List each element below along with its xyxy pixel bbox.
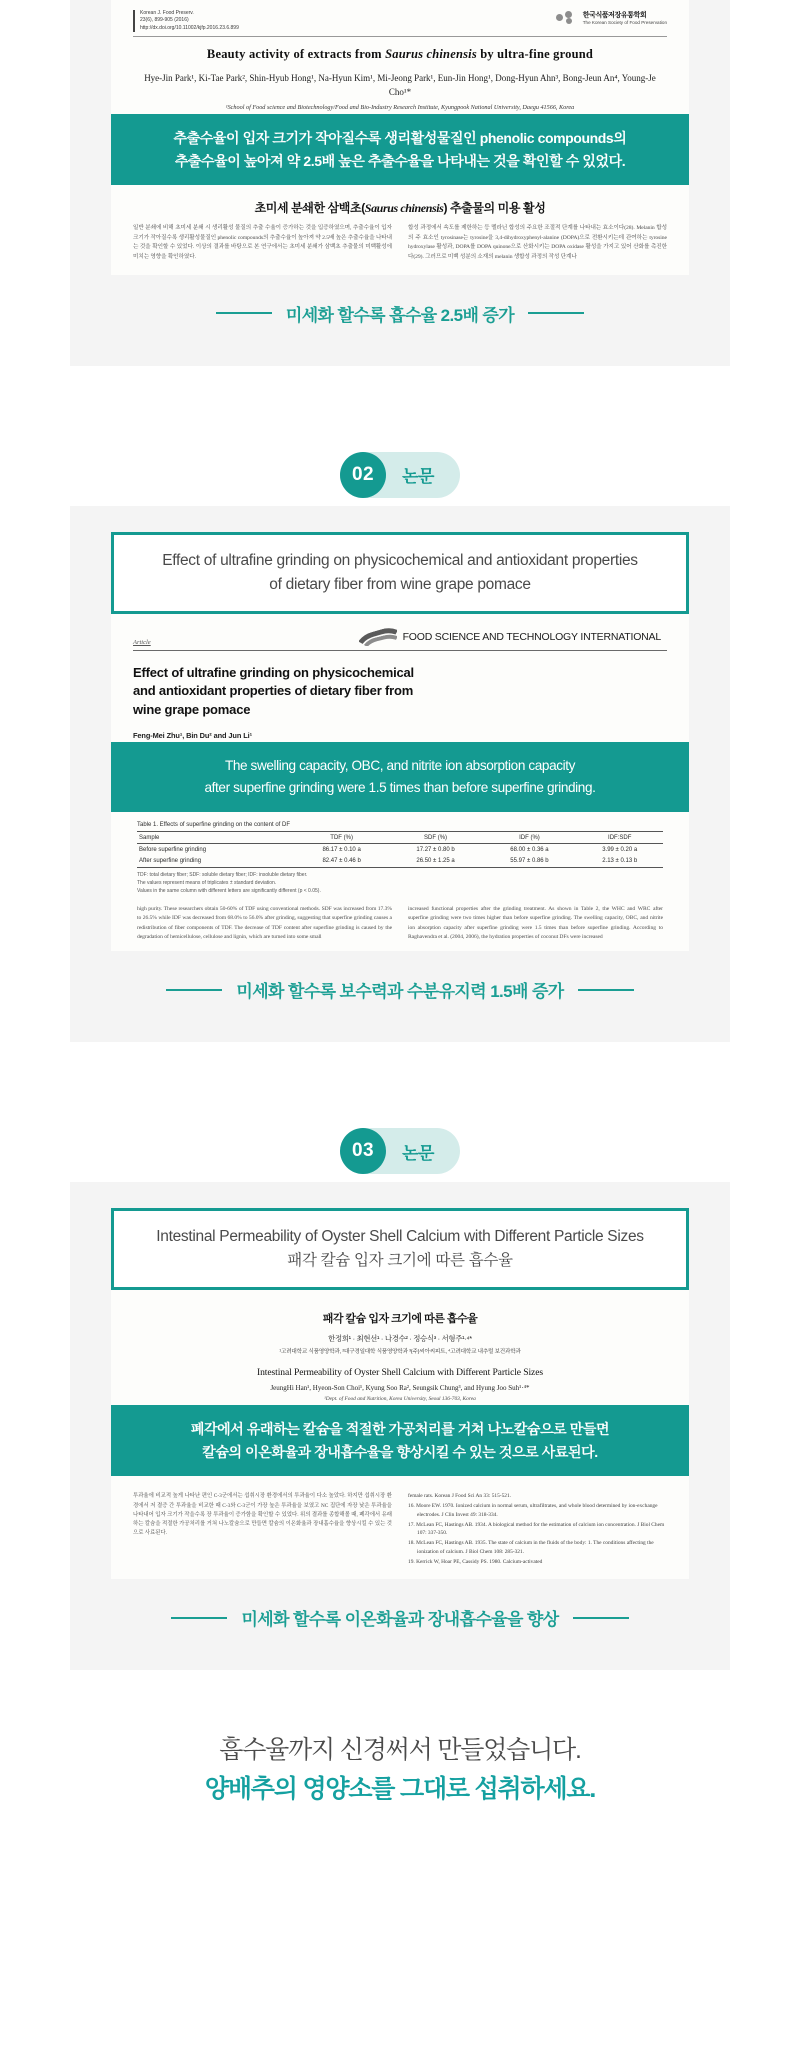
footer-line-2: 양배추의 영양소를 그대로 섭취하세요. [204,1774,596,1803]
th-sample: Sample [139,834,160,841]
paper-card-03 [70,1182,730,1670]
society-name-en: The Korean Society of Food Preservation [582,20,667,25]
paper-body-left-02 [137,905,392,943]
ko-paper-title-03: 패각 칼슘 입자 크기에 따른 흡수율 [322,1313,478,1326]
species-name-italic: Saurus chinensis [385,46,477,61]
cell-idf: 68.00 ± 0.36 a [510,846,549,853]
table-note-2: The values represent means of triplicates ± standard deviation. [137,879,277,886]
ko-title-pre: 초미세 분쇄한 삼백초( [254,201,365,216]
table-head [137,832,663,844]
paper-scan-03 [111,1290,689,1415]
paper-card-01 [70,0,730,366]
highlight-quote-03 [111,1405,689,1476]
caption-text-02: 미세화 할수록 보수력과 수분유지력 1.5배 증가 [236,982,564,1002]
journal-citation-doi: http://dx.doi.org/10.11002/kjfp.2016.23.6.899 [140,24,239,31]
table-header-row [137,832,663,844]
body-text-left: high purity. These researchers obtain 50-60% of TDF using conventional methods. SDF was increased from 17.3% to 26.5% while IDF was decreased from 68.0% to 56.0% after grinding, suggesting that superfine grinding causes a redistribution of fiber components of TDF. The decrease of TDF content after superfine grinding is caused by the degradation of hemicellulose, cellulose and lignin, which are turned into some small [137,905,392,941]
molecule-icon [556,11,578,24]
title-box-line-2: of dietary fiber from wine grape pomace [269,575,531,593]
th-sdf: SDF (%) [424,834,448,841]
en-paper-affil-03: ¹Dept. of Food and Nutrition, Korea University, Seoul 136-703, Korea [324,1396,476,1402]
th-idf-sdf: IDF:SDF [608,834,632,841]
section-caption-01 [70,301,730,326]
journal-citation-line-2: 23(6), 899-905 (2016) [140,17,189,24]
cell-ratio: 2.13 ± 0.13 b [602,858,638,864]
spacer-1 [0,366,800,444]
paper-scan-03-body [111,1476,689,1579]
quote-03-line-1: 폐각에서 유래하는 칼슘을 적절한 가공처리를 거쳐 나노칼슘으로 만들면 [190,1421,610,1438]
paper-scan-01-body [111,185,689,274]
caption-rule-left [216,312,272,314]
reference-list-03 [408,1492,667,1567]
section-caption-02 [70,977,730,1002]
paper-body-left-01 [133,224,392,262]
page-footer [0,1732,800,1807]
paper-authors-02: Feng-Mei Zhu¹, Bin Du² and Jun Li¹ [133,731,252,740]
table-note-3: Values in the same column with different letters are significantly different (p < 0.05). [137,887,321,894]
paper-scan-01 [111,0,689,124]
section-paper-01 [0,0,800,366]
body-text-left: 일반 분쇄에 비해 초미세 분쇄 시 생리활성 물질의 추출 수율이 증가하는 것을 입증하였으며, 추출수율이 입자 크기가 작아질수록 생리활성물질인 phenolic compounds의 추출수율이 높아져 약 2.5배 높은 추출수율을 나타내는 것을 확인할 수 있었다. 이상의 결과를 바탕으로 본 연구에서는 초미세 분쇄가 삼백초 추출물의 미백활성에 미치는 영향을 확인하였다. [133,225,392,260]
caption-rule-right [578,989,634,991]
society-name-ko: 한국식품저장유통학회 [582,12,647,19]
paper-body-left-03 [133,1492,392,1567]
caption-text-03: 미세화 할수록 이온화율과 장내흡수율을 향상 [241,1610,559,1630]
body-text-right: 합성 과정에서 속도를 제한하는 등 멜라닌 합성의 주요한 조절적 단계를 나타내는 효소이다(28). Melanin 합성의 주 효소인 tyrosinase는 tyrosine을 3,4-dihydroxyphenyl-alanine (DOPA)으로 전환시키는데 관여하는 tyrosine hydroxylase 활성과, DOPA를 DOPA quinone으로 산화시키는 DOPA oxidase 활성을 가지고 있어 산화를 촉진한다(29). 그러므로 미백 성분의 소재의 melanin 생합성 과정의 작성 단계나 [408,225,667,260]
quote-02-line-2: after superfine grinding were 1.5 times than before superfine grinding. [204,780,596,796]
title-box-line-1: Intestinal Permeability of Oyster Shell Calcium with Different Particle Sizes [156,1228,644,1246]
table-notes [137,871,663,895]
section-paper-02 [0,444,800,1042]
paper-body-columns-02 [137,905,663,943]
badge-pill-03 [340,1128,460,1174]
paper-title-02-line-1: Effect of ultrafine grinding on physicochemical [133,664,414,680]
quote-line-2: 추출수율이 높아져 약 2.5배 높은 추출수율을 나타내는 것을 확인할 수 있었다. [174,152,626,169]
fsti-journal-header [133,628,667,651]
list-item: 19. Kerrick W, Hoar PE, Cassidy PS. 1980. Calcium-activated [408,1558,543,1565]
title-box-03 [111,1208,689,1290]
table-body [137,844,663,867]
table-row [137,844,663,856]
badge-number-02: 02 [340,452,386,498]
spacer-2 [0,1042,800,1120]
quote-03-line-2: 칼슘의 이온화율과 장내흡수율을 향상시킬 수 있는 것으로 사료된다. [202,1443,598,1460]
fsti-brand-name: FOOD SCIENCE AND TECHNOLOGY INTERNATIONAL [402,630,661,643]
caption-rule-left [171,1617,227,1619]
cell-tdf: 86.17 ± 0.10 a [322,846,361,853]
paper-body-right-01 [408,224,667,262]
footer-line-1: 흡수율까지 신경써서 만들었습니다. [219,1736,581,1765]
table-row [137,855,663,867]
journal-citation-line-1: Korean J. Food Preserv. [140,10,194,16]
swoosh-icon [359,628,397,646]
table-caption: Table 1. Effects of superfine grinding on the content of DF [137,822,290,829]
paper-title-02-line-3: wine grape pomace [133,701,251,717]
cell-tdf: 82.47 ± 0.46 b [322,858,361,864]
section-paper-03 [0,1120,800,1670]
highlight-quote-02 [111,742,689,812]
society-logo-block [556,10,667,25]
title-box-02 [111,532,689,614]
en-paper-authors-03: JeungHi Han¹, Hyeon-Son Choi¹, Kyung Soo Ra², Seungsik Chung³, and Hyung Joo Suh¹·⁴* [270,1384,530,1392]
badge-label-03: 논문 [402,1143,434,1163]
list-item: 17. McLean FC, Hastings AB. 1934. A biological method for the estimation of calcium ion concentration. J Biol Chem 107: 337-350. [408,1521,665,1537]
highlight-quote-01 [111,114,689,185]
body-text-right: increased functional properties after the grinding treatment. As shown in Table 2, the WHC and WRC after superfine grinding were two times higher than before superfine grinding. The swelling capacity, OBC, and nitrite ion absorption capacity after superfine grinding were 1.5 times than before superfine grinding. According to Raghavendra et al. (2004, 2006), the hydration properties of coconut DFs were increased [408,905,663,941]
quote-02-line-1: The swelling capacity, OBC, and nitrite ion absorption capacity [224,758,576,773]
section-caption-03 [70,1605,730,1630]
paper-authors-01: Hye-Jin Park¹, Ki-Tae Park², Shin-Hyub Hong¹, Na-Hyun Kim¹, Mi-Jeong Park¹, Eun-Jin Hong¹, Dong-Hyun Ahn³, Bong-Jeun An⁴, Young-Je Cho¹* [144,72,656,98]
table-block-02 [111,812,689,951]
badge-row-02 [0,444,800,506]
en-paper-title-03: Intestinal Permeability of Oyster Shell Calcium with Different Particle Sizes [257,1367,543,1378]
title-box-line-1: Effect of ultrafine grinding on physicochemical and antioxidant properties [162,551,638,569]
paper-title-ko-01 [133,199,667,216]
cell-sample: Before superfine grinding [139,846,207,853]
ko-paper-affil-03: ¹고려대학교 식품영양학과, ²대구경일대학 식품영양학과 ³(주)씨아씨피트, ⁴고려대학교 내추럴 보건과학과 [279,1349,521,1356]
paper-title-02-line-2: and antioxidant properties of dietary fiber from [133,683,414,699]
title-box-line-2: 패각 칼슘 입자 크기에 따른 흡수율 [287,1252,513,1270]
cell-idf: 55.97 ± 0.86 b [510,858,549,864]
society-name [583,10,667,25]
paper-body-right-02 [408,905,663,943]
cell-sdf: 26.50 ± 1.25 a [416,858,455,864]
caption-rule-right [573,1617,629,1619]
list-item: female rats. Korean J Food Sci An 33: 515-521. [408,1493,512,1500]
list-item: 18. McLean FC, Hastings AB. 1935. The state of calcium in the fluids of the body: 1. The conditions affecting the ionization of calcium. J Biol Chem 108: 285-321. [408,1540,654,1555]
paper-title-02 [133,664,667,719]
paper-title-en-01: Beauty activity of extracts from Saurus chinensis by ultra-fine ground [206,46,594,61]
badge-label-02: 논문 [402,467,434,487]
paper-affiliation-01: ¹School of Food science and Biotechnology/Food and Bio-Industry Research Institute, Kyungpook National University, Daegu 41566, Korea [225,103,575,111]
journal-citation [133,10,239,32]
th-tdf: TDF (%) [330,834,353,841]
article-label: Article [133,638,151,646]
ko-title-post: ) 추출물의 미용 활성 [443,201,546,216]
quote-line-1: 추출수율이 입자 크기가 작아질수록 생리활성물질인 phenolic compounds의 [173,129,627,146]
caption-rule-left [166,989,222,991]
badge-pill-02 [340,452,460,498]
cell-sdf: 17.27 ± 0.80 b [416,846,455,853]
caption-rule-right [528,312,584,314]
cell-sample: After superfine grinding [139,858,202,864]
reference-columns-03 [133,1492,667,1567]
body-text-left: 투과율에 비교적 높게 나타난 편인 C-3군에서는 섭취시장 환경에서의 투과율이 다소 높았다. 하지만 섭취시장 환경에서 저 결증 간 투과율을 비교한 때 C-3와 C-3군이 가장 높은 투과율을 보였고 NC 집단에 자장 낮은 투과율을 나타내어 입자 크기가 작을수록 장 투과율이 증가함을 확인할 수 있었다. 위의 결과를 종합해볼 때, 폐각에서 유래하는 칼슘을 적절한 가공처리를 거쳐 나노칼슘으로 만들면 칼슘의 이온화율과 장내흡수율을 향상시킬 수 있는 것으로 사료된다. [133,1493,392,1536]
paper-card-02 [70,506,730,1042]
cell-ratio: 3.99 ± 0.20 a [602,846,638,853]
reference-ol [408,1492,667,1566]
journal-header [133,10,667,37]
ko-title-species: Saurus chinensis [364,201,444,216]
ko-paper-authors-03: 한정희¹ · 최현선¹ · 나경수² · 정승식³ · 서형주¹·⁴* [328,1334,472,1344]
caption-text-01: 미세화 할수록 흡수율 2.5배 증가 [285,305,515,325]
df-table [137,831,663,868]
paper-body-columns-01 [133,224,667,262]
badge-row-03 [0,1120,800,1182]
badge-number-03: 03 [340,1128,386,1174]
fsti-brand [359,628,661,646]
table-note-1: TDF: total dietary fiber; SDF: soluble dietary fiber; IDF: insoluble dietary fiber. [137,871,308,878]
th-idf: IDF (%) [519,834,540,841]
paper-scan-02 [111,614,689,752]
list-item: 16. Moore EW. 1970. Ionized calcium in normal serum, ultrafiltrates, and whole blood determined by ion-exchange electrodes. J Clin Invest 49: 318-334. [408,1503,658,1518]
